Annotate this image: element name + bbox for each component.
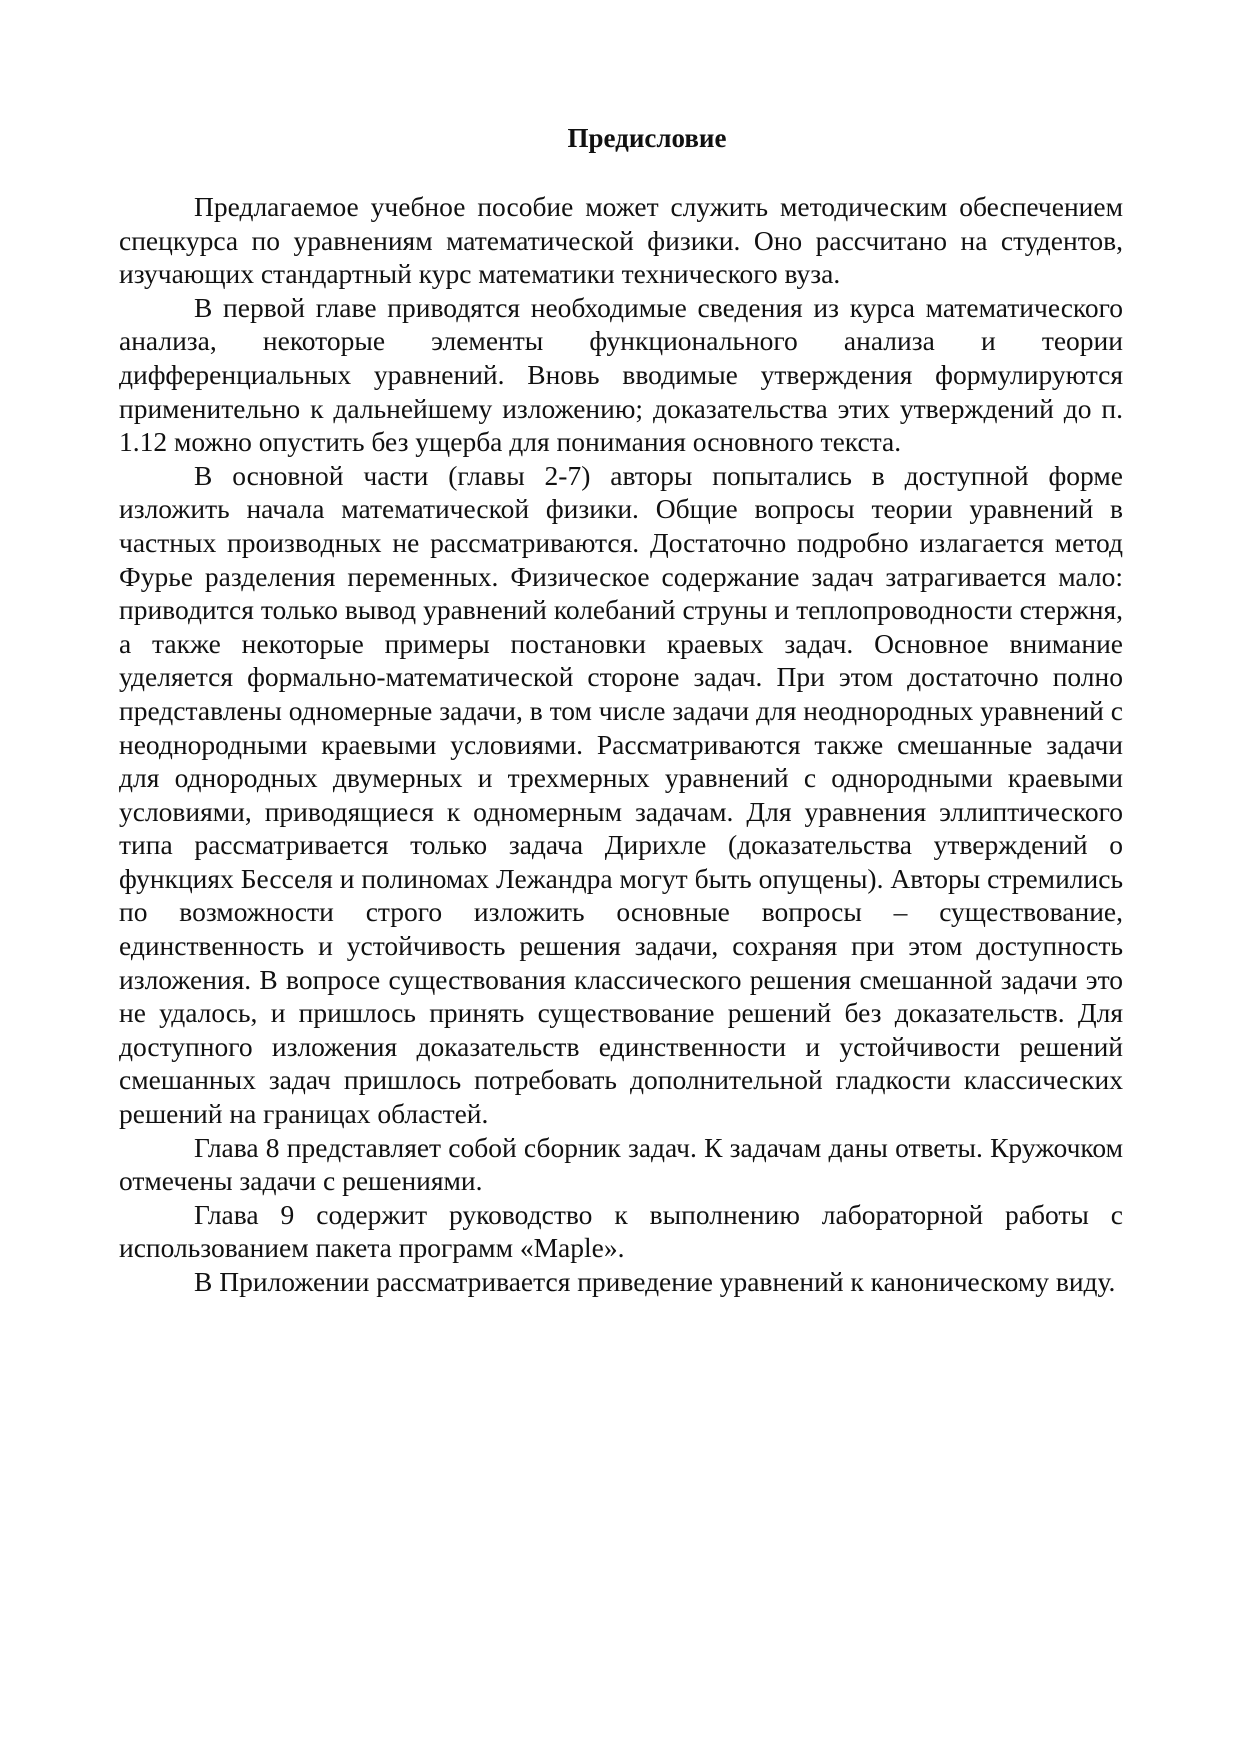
paragraph-chapter-8: Глава 8 представляет собой сборник задач. К задачам даны ответы. Кружочком отмечены задачи с решениями.: [119, 1131, 1123, 1197]
paragraph-chapter-9: Глава 9 содержит руководство к выполнению лабораторной работы с использованием пакета программ «Maple».: [119, 1198, 1123, 1264]
paragraph-main-part: В основной части (главы 2-7) авторы попытались в доступной форме изложить начала математической физики. Общие вопросы теории уравнений в частных производных не рассматриваются. Достаточно подробно излагается метод Фурье разделения переменных. Физическое содержание задач затрагивается мало: приводится только вывод уравнений колебаний струны и теплопроводности стержня, а также некоторые примеры постановки краевых задач. Основное внимание уделяется формально-математической стороне задач. При этом достаточно полно представлены одномерные задачи, в том числе задачи для неоднородных уравнений с неоднородными краевыми условиями. Рассматриваются также смешанные задачи для однородных двумерных и трехмерных уравнений с однородными краевыми условиями, приводящиеся к одномерным задачам. Для уравнения эллиптического типа рассматривается только задача Дирихле (доказательства утверждений о функциях Бесселя и полиномах Лежандра могут быть опущены). Авторы стремились по возможности строго изложить основные вопросы – существование, единственность и устойчивость решения задачи, сохраняя при этом доступность изложения. В вопросе существования классического решения смешанной задачи это не удалось, и пришлось принять существование решений без доказательств. Для доступного изложения доказательств единственности и устойчивости решений смешанных задач пришлось потребовать дополнительной гладкости классических решений на границах областей.: [119, 459, 1123, 1130]
document-page: [119, 118, 1123, 1299]
paragraph-intro: Предлагаемое учебное пособие может служить методическим обеспечением спецкурса по уравнениям математической физики. Оно рассчитано на студентов, изучающих стандартный курс математики технического вуза.: [119, 191, 1123, 290]
paragraph-appendix: В Приложении рассматривается приведение уравнений к каноническому виду.: [194, 1266, 1116, 1297]
page-title: Предисловие: [567, 123, 727, 153]
paragraph-chapter-1: В первой главе приводятся необходимые сведения из курса математического анализа, некоторые элементы функционального анализа и теории дифференциальных уравнений. Вновь вводимые утверждения формулируются применительно к дальнейшему изложению; доказательства этих утверждений до п. 1.12 можно опустить без ущерба для понимания основного текста.: [119, 291, 1123, 458]
